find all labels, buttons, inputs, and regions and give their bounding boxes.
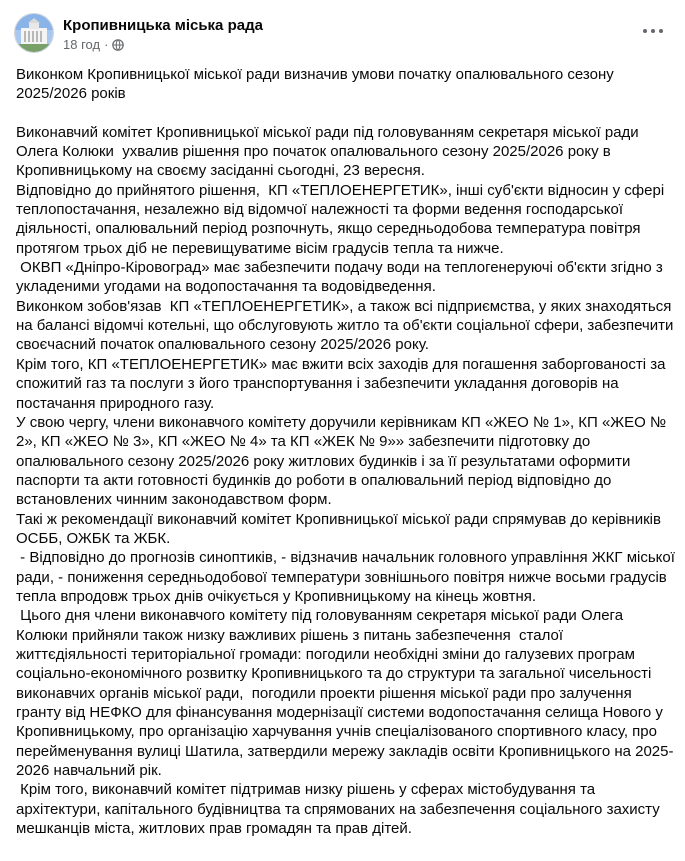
post-paragraph: Виконавчий комітет Кропивницької міської ради під головуванням секретаря міської ради Олега Колюки ухвалив рішення про початок опалювального сезону 2025/2026 року в Кропивницькому на своєму засіданні сьогодні, 23 вересня. [16,123,643,180]
globe-icon[interactable] [112,39,124,51]
city-hall-icon [15,14,53,52]
post-paragraph: У свою чергу, члени виконавчого комітету доручили керівникам КП «ЖЕО № 1», КП «ЖЕО № 2», КП «ЖЕО № 3», КП «ЖЕО № 4» та КП «ЖЕК № 9»» забезпечити підготовку до опалювального сезону 2025/2026 року житлових будинків і за її результатами оформити паспорти та акти готовності будинків до роботи в опалювальний період відповідно до встановлених чинним законодавством форм. [16,413,671,509]
page-name[interactable]: Кропивницька міська рада [63,17,263,34]
post-paragraph: Такі ж рекомендації виконавчий комітет Кропивницької міської ради спрямував до керівників ОСББ, ОЖБК та ЖБК. [16,510,666,547]
post-paragraph: ОКВП «Дніпро-Кіровоград» має забезпечити подачу води на теплогенеруючі об'єкти згідно з укладеними угодами на водопостачання та водовідведення. [16,259,667,296]
post-timestamp[interactable]: 18 год [63,37,101,52]
post-paragraph: Цього дня члени виконавчого комітету під головуванням секретаря міської ради Олега Колюки прийняли також низку важливих рішень з питань забезпечення сталої життєдіяльності територіальної громади: погодили необхідні зміни до галузевих програм соціально-економічного розвитку Кропивницького та до структури та загальної чисельності виконавчих органів міської ради, погодили проекти рішення міської ради про залучення гранту від НЕФКО для фінансування модернізації системи водопостачання селища Нового у Кропивницькому, про організацію харчування учнів спеціалізованого спортивного класу, про перейменування вулиці Шатила, затвердили мережу закладів освіти Кропивницького на 2025-2026 навчальний рік. [16,607,674,780]
more-dot [643,29,647,33]
more-dot [659,29,663,33]
post-paragraph: - Відповідно до прогнозів синоптиків, - відзначив начальник головного управління ЖКГ міської ради, - пониження середньодобової температури зовнішнього повітря нижче восьми градусів тепла впродовж трьох днів очікується у Кропивницькому на кінець жовтня. [16,549,680,605]
meta-separator: · [104,37,109,52]
post-paragraph: Крім того, виконавчий комітет підтримав низку рішень у сферах містобудування та архітектури, капітального будівництва та спрямованих на забезпечення соціального захисту мешканців міста, житлових прав громадян та прав дітей. [16,781,664,838]
post-paragraph: Крім того, КП «ТЕПЛОЕНЕРГЕТИК» має вжити всіх заходів для погашення заборгованості за спожитий газ та послуги з його транспортування і забезпечити укладання договорів на постачання природного газу. [16,355,670,412]
page-avatar[interactable] [14,13,54,53]
post-header [14,13,671,57]
more-options-icon[interactable] [643,23,663,39]
post-title: Виконком Кропивницької міської ради визначив умови початку опалювального сезону 2025/2026 років [16,66,618,103]
more-dot [651,29,655,33]
post-meta [63,37,124,53]
post-body [16,65,680,838]
post-paragraph: Виконком зобов'язав КП «ТЕПЛОЕНЕРГЕТИК», а також всі підприємства, у яких знаходяться на балансі відомчі котельні, що обслуговують житло та об'єкти соціальної сфери, забезпечити своєчасний початок опалювального сезону 2025/2026 року. [16,297,678,354]
post-paragraph: Відповідно до прийнятого рішення, КП «ТЕПЛОЕНЕРГЕТИК», інші суб'єкти відносин у сфері теплопостачання, незалежно від відомчої належності та форми ведення господарської діяльності, опалювальний період розпочнуть, якщо середньодобова температура повітря протягом трьох діб не перевищуватиме вісім градусів тепла та нижче. [16,181,669,257]
